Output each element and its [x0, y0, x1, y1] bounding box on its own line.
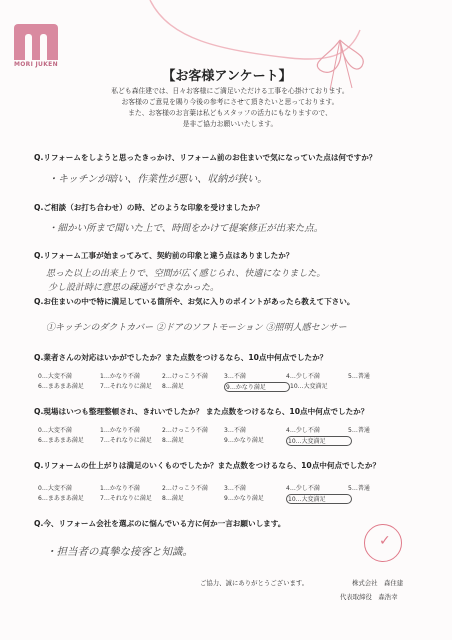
- intro-line: また、お客様のお言葉は私どもスタッフの活力にもなりますので、: [128, 109, 332, 117]
- question-5: Q.業者さんの対応はいかがでしたか？また点数をつけるなら、10点中何点でしたか？: [34, 353, 328, 362]
- answer-4: ①キッチンのダクトカバー ②ドアのソフトモーション ③照明人感センサー: [46, 323, 347, 333]
- logo-text: MORI JUKEN: [14, 61, 58, 68]
- scale-option: 4…少し不満: [286, 373, 320, 380]
- answer-3-line2: 少し設計時に意思の疎通ができなかった。: [48, 283, 220, 293]
- intro-line: お客様のご意見を賜り今後の参考にさせて頂きたいと思っております。: [121, 98, 339, 106]
- scale-option: 3…不満: [224, 427, 246, 434]
- intro-text: [40, 86, 420, 130]
- stamp-mark-icon: ✓: [379, 533, 391, 549]
- scale-option: 1…かなり不満: [100, 485, 140, 492]
- page-title: 【お客様アンケート】: [162, 69, 292, 84]
- scale-option-selected: 9…かなり満足: [224, 382, 290, 392]
- scale-option: 4…少し不満: [286, 485, 320, 492]
- scale-option: 5…普通: [348, 427, 370, 434]
- scale-option-selected: 10…大変満足: [286, 436, 352, 446]
- scale-option: 2…けっこう不満: [162, 373, 208, 380]
- scale-option: 9…かなり満足: [224, 437, 264, 444]
- question-3: Q.リフォーム工事が始まってみて、契約前の印象と違う点はありましたか？: [34, 251, 294, 260]
- question-7: Q.リフォームの仕上がりは満足のいくものでしたか？また点数をつけるなら、10点中何点でしたか？: [34, 461, 381, 470]
- rating-scale-3: [38, 484, 418, 504]
- rating-scale-2: [38, 426, 418, 446]
- scale-option: 8…満足: [162, 437, 184, 444]
- question-8: Q.今、リフォーム会社を選ぶのに悩んでいる方に何か一言お願いします。: [34, 519, 286, 528]
- scale-option: 1…かなり不満: [100, 427, 140, 434]
- question-4: Q.お住まいの中で特に満足している箇所や、お気に入りのポイントがあったら教えて下さい。: [34, 297, 355, 306]
- scale-option: 5…普通: [348, 373, 370, 380]
- answer-2: ・細かい所まで聞いた上で、時間をかけて提案修正が出来た点。: [48, 223, 324, 234]
- scale-option: 10…大変満足: [290, 383, 328, 390]
- question-1: Q.リフォームをしようと思ったきっかけ、リフォーム前のお住まいで気になっていた点は何ですか？: [34, 153, 377, 162]
- scale-option: 0…大変不満: [38, 373, 72, 380]
- rating-scale-1: [38, 372, 418, 392]
- scale-option: 1…かなり不満: [100, 373, 140, 380]
- scale-option: 6…まあまあ満足: [38, 495, 84, 502]
- scale-option: 2…けっこう不満: [162, 485, 208, 492]
- scale-option: 3…不満: [224, 373, 246, 380]
- footer-thanks: ご協力、誠にありがとうございます。: [200, 579, 309, 587]
- scale-option: 6…まあまあ満足: [38, 437, 84, 444]
- scale-option: 0…大変不満: [38, 485, 72, 492]
- scale-option: 7…それなりに満足: [100, 383, 152, 390]
- scale-option: 5…普通: [348, 485, 370, 492]
- scale-option: 4…少し不満: [286, 427, 320, 434]
- intro-line: 是非ご協力お願いいたします。: [182, 120, 278, 128]
- scale-option: 8…満足: [162, 383, 184, 390]
- scale-option: 6…まあまあ満足: [38, 383, 84, 390]
- scale-option: 3…不満: [224, 485, 246, 492]
- question-2: Q.ご相談（お打ち合わせ）の時、どのような印象を受けましたか？: [34, 203, 264, 212]
- answer-3: 思った以上の出来上りで、空間が広く感じられ、快適になりました。: [46, 269, 326, 279]
- scale-option: 9…かなり満足: [224, 495, 264, 502]
- company-logo: [14, 24, 58, 70]
- scale-option-selected: 10…大変満足: [286, 494, 352, 504]
- scale-option: 2…けっこう不満: [162, 427, 208, 434]
- scale-option: 7…それなりに満足: [100, 495, 152, 502]
- footer-company: 株式会社 森住建: [352, 579, 404, 587]
- answer-8: ・担当者の真摯な接客と知識。: [46, 546, 193, 558]
- scale-option: 8…満足: [162, 495, 184, 502]
- intro-line: 私ども森住建では、日々お客様にご満足いただける工事を心掛けております。: [111, 87, 349, 95]
- footer-representative: 代表取締役 森浩幸: [340, 593, 398, 601]
- scale-option: 0…大変不満: [38, 427, 72, 434]
- question-6: Q.現場はいつも整理整頓され、きれいでしたか？ また点数をつけるなら、10点中何点でしたか？: [34, 407, 369, 416]
- answer-1: ・キッチンが暗い、作業性が悪い、収納が狭い。: [48, 174, 268, 185]
- scale-option: 7…それなりに満足: [100, 437, 152, 444]
